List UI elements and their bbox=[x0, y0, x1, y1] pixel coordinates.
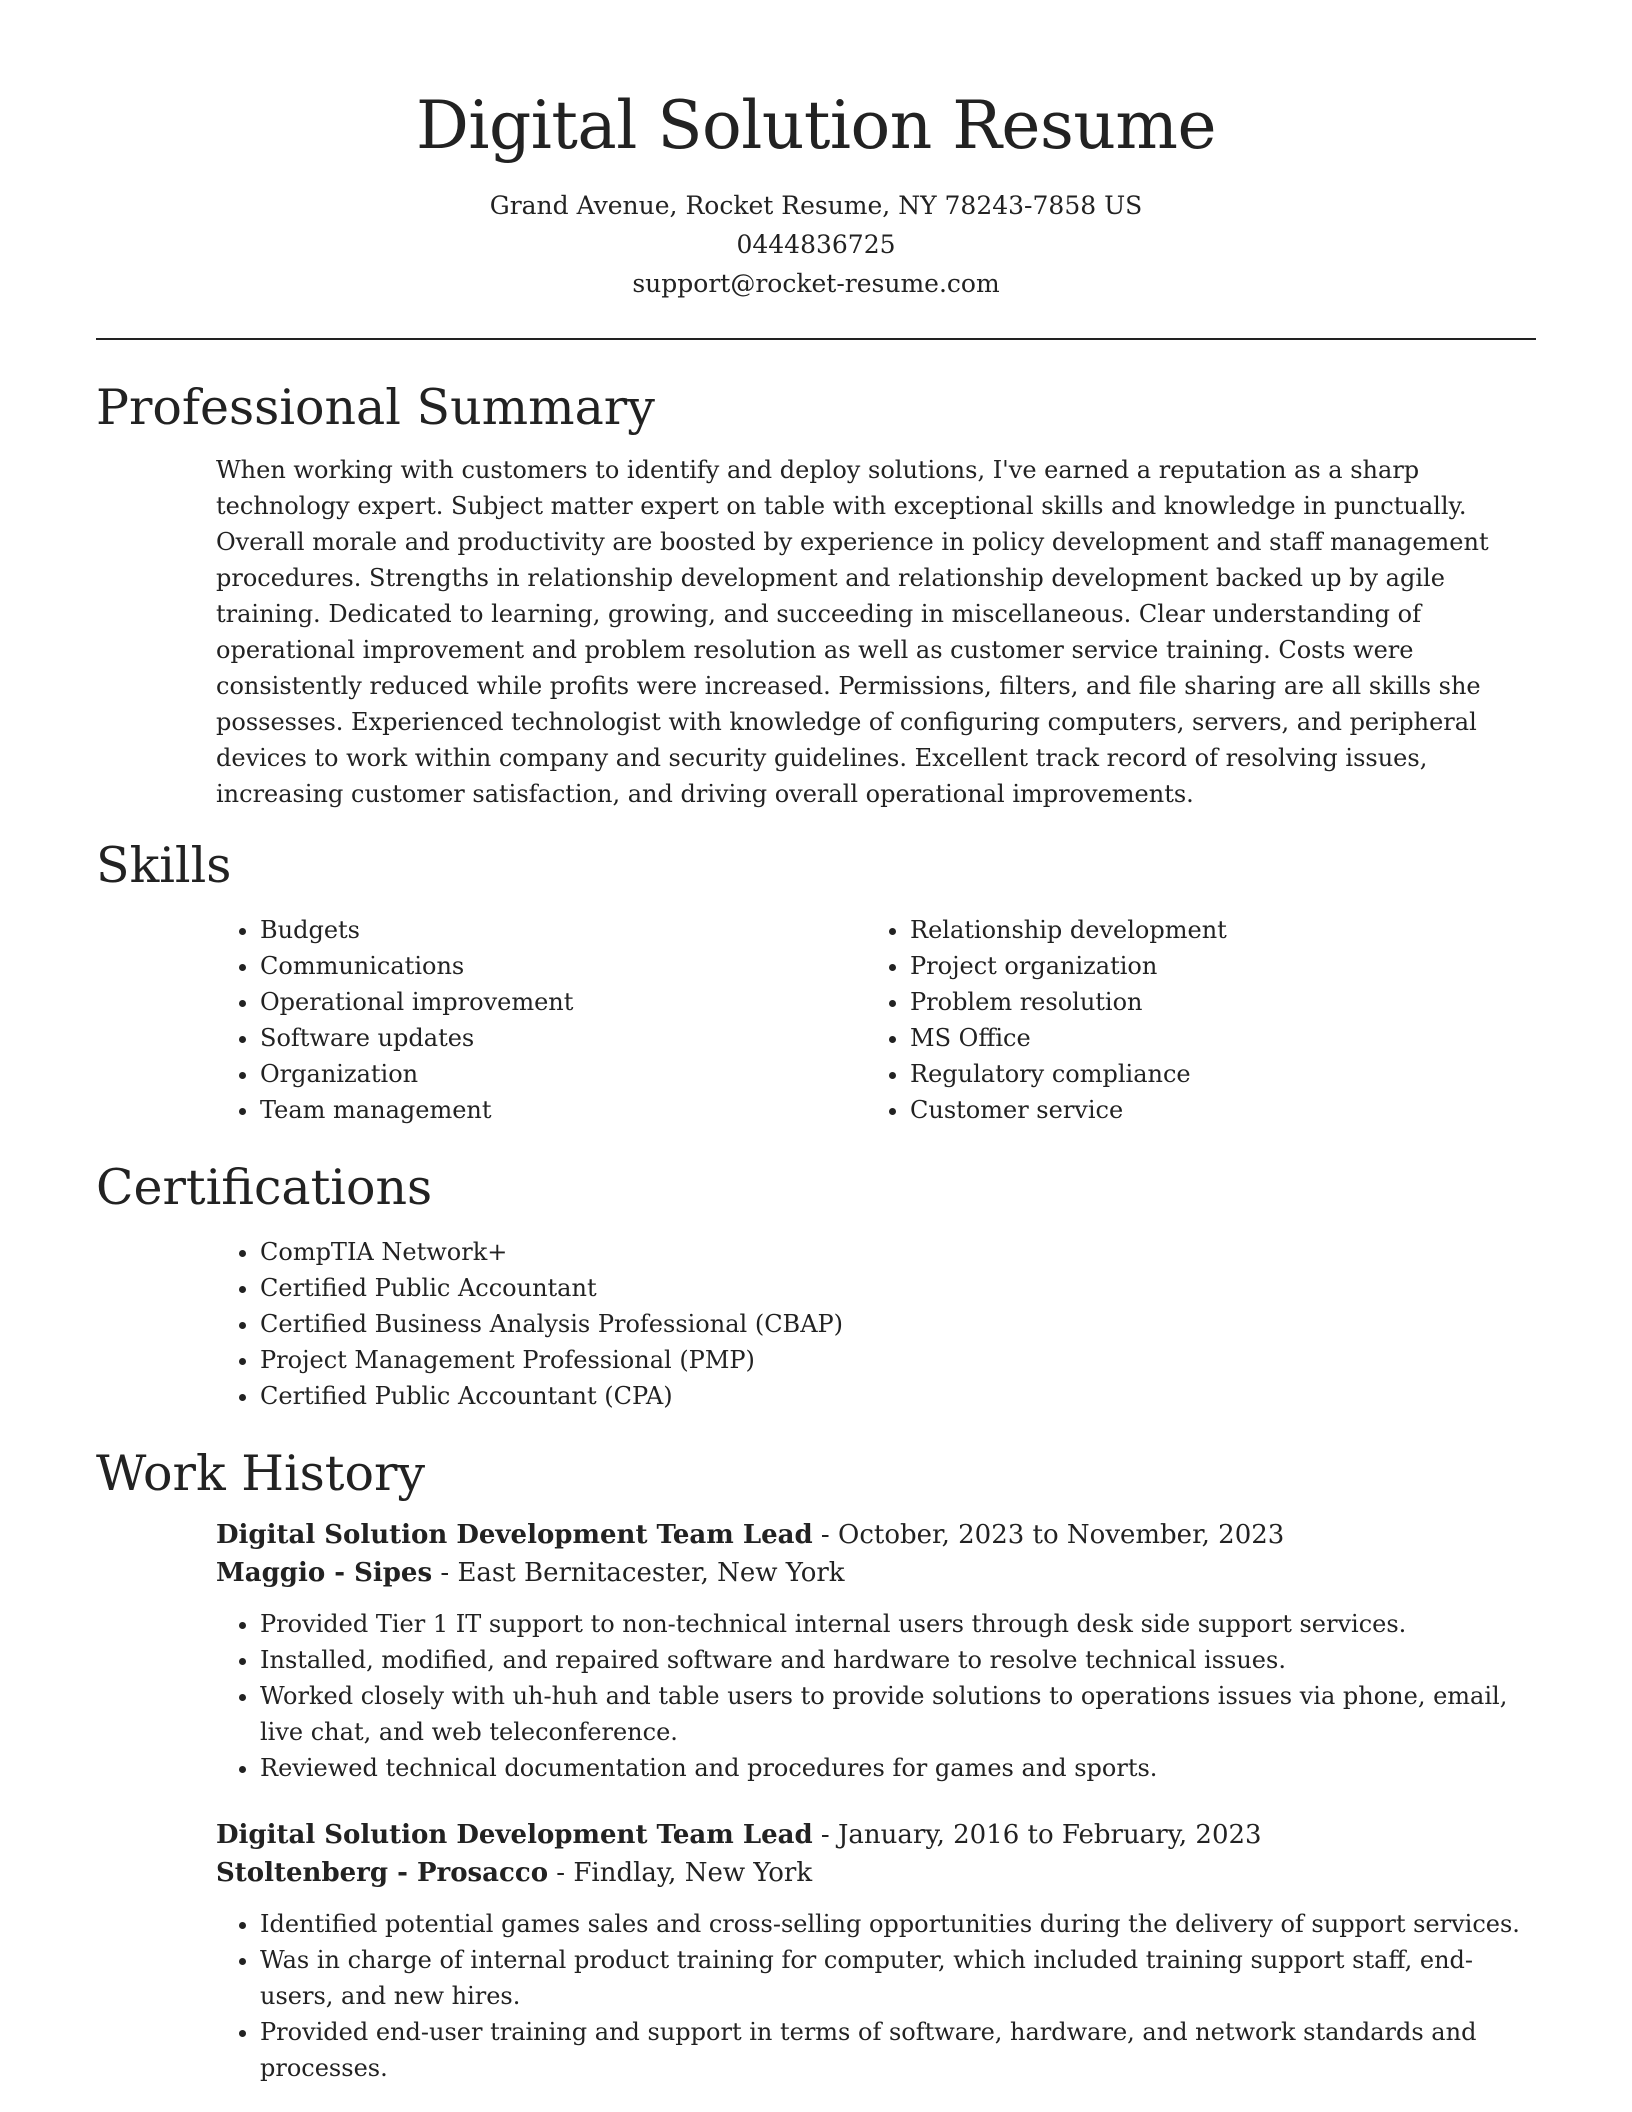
skill-item: • Operational improvement bbox=[260, 984, 866, 1020]
skills-right-column bbox=[866, 912, 1516, 1128]
skill-item: • Regulatory compliance bbox=[910, 1056, 1516, 1092]
certification-item: • CompTIA Network+ bbox=[260, 1234, 1536, 1270]
resume-header bbox=[96, 0, 1536, 303]
certification-item: • Certified Public Accountant bbox=[260, 1270, 1536, 1306]
job-bullet: • Installed, modified, and repaired software and hardware to resolve technical issues. bbox=[260, 1642, 1536, 1678]
skill-item: • Organization bbox=[260, 1056, 866, 1092]
certification-item: • Certified Public Accountant (CPA) bbox=[260, 1378, 1536, 1414]
contact-address: Grand Avenue, Rocket Resume, NY 78243-7858 US bbox=[489, 191, 1143, 220]
work-history-section bbox=[96, 1516, 1536, 2086]
job-bullet: • Reviewed technical documentation and procedures for games and sports. bbox=[260, 1750, 1536, 1786]
job-location: East Bernitacester, New York bbox=[457, 1558, 845, 1588]
header-divider bbox=[96, 338, 1536, 340]
skills-grid bbox=[216, 912, 1536, 1128]
skill-item: • Relationship development bbox=[910, 912, 1516, 948]
contact-block bbox=[96, 186, 1536, 303]
summary-section bbox=[96, 452, 1536, 812]
job-company-separator: - bbox=[432, 1558, 458, 1588]
job-company-line bbox=[216, 1554, 1536, 1592]
job-bullets bbox=[216, 1906, 1536, 2086]
job-title-separator: - bbox=[812, 1820, 838, 1850]
job-bullet: • Provided Tier 1 IT support to non-technical internal users through desk side support services. bbox=[260, 1606, 1536, 1642]
job-company-separator: - bbox=[548, 1858, 574, 1888]
skill-item: • MS Office bbox=[910, 1020, 1516, 1056]
certifications-section bbox=[96, 1234, 1536, 1414]
skill-item: • Team management bbox=[260, 1092, 866, 1128]
job-title: Digital Solution Development Team Lead bbox=[216, 1520, 813, 1550]
skills-section bbox=[96, 912, 1536, 1128]
job-company: Stoltenberg - Prosacco bbox=[216, 1858, 549, 1888]
skills-left-column bbox=[216, 912, 866, 1128]
job-company: Maggio - Sipes bbox=[216, 1558, 433, 1588]
contact-phone: 0444836725 bbox=[736, 230, 896, 259]
job-dates: October, 2023 to November, 2023 bbox=[838, 1520, 1285, 1550]
resume-name: Digital Solution Resume bbox=[415, 87, 1217, 164]
job-title: Digital Solution Development Team Lead bbox=[216, 1820, 813, 1850]
skill-item: • Budgets bbox=[260, 912, 866, 948]
skill-item: • Customer service bbox=[910, 1092, 1516, 1128]
job-dates: January, 2016 to February, 2023 bbox=[838, 1820, 1262, 1850]
job-entry bbox=[216, 1816, 1536, 2086]
job-title-separator: - bbox=[812, 1520, 838, 1550]
contact-email: support@rocket-resume.com bbox=[632, 269, 1000, 298]
certification-item: • Certified Business Analysis Professional (CBAP) bbox=[260, 1306, 1536, 1342]
job-entry bbox=[216, 1516, 1536, 1786]
job-bullet: • Provided end-user training and support in terms of software, hardware, and network standards and processes. bbox=[260, 2014, 1536, 2086]
skill-item: • Communications bbox=[260, 948, 866, 984]
skill-item: • Problem resolution bbox=[910, 984, 1516, 1020]
summary-text: When working with customers to identify and deploy solutions, I've earned a reputation as a sharp technology expert. Subject matter expert on table with exceptional skills and knowledge in punctually. Overall morale and productivity are boosted by experience in policy development and staff management procedures. Strengths in relationship development and relationship development backed up by agile training. Dedicated to learning, growing, and succeeding in miscellaneous. Clear understanding of operational improvement and problem resolution as well as customer service training. Costs were consistently reduced while profits were increased. Permissions, filters, and file sharing are all skills she possesses. Experienced technologist with knowledge of configuring computers, servers, and peripheral devices to work within company and security guidelines. Excellent track record of resolving issues, increasing customer satisfaction, and driving overall operational improvements. bbox=[216, 456, 1489, 808]
skill-item: • Software updates bbox=[260, 1020, 866, 1056]
job-location: Findlay, New York bbox=[573, 1858, 813, 1888]
certifications-heading: Certifications bbox=[96, 1159, 433, 1216]
work-history-heading: Work History bbox=[96, 1445, 426, 1502]
skill-item: • Project organization bbox=[910, 948, 1516, 984]
skills-heading: Skills bbox=[96, 837, 232, 894]
job-company-line bbox=[216, 1854, 1536, 1892]
job-bullet: • Was in charge of internal product training for computer, which included training support staff, end-users, and new hires. bbox=[260, 1942, 1536, 2014]
certifications-list bbox=[216, 1234, 1536, 1414]
certification-item: • Project Management Professional (PMP) bbox=[260, 1342, 1536, 1378]
job-bullet: • Worked closely with uh-huh and table users to provide solutions to operations issues via phone, email, live chat, and web teleconference. bbox=[260, 1678, 1536, 1750]
summary-heading: Professional Summary bbox=[96, 379, 655, 436]
job-title-line bbox=[216, 1516, 1536, 1554]
job-title-line bbox=[216, 1816, 1536, 1854]
job-bullets bbox=[216, 1606, 1536, 1786]
job-bullet: • Identified potential games sales and cross-selling opportunities during the delivery of support services. bbox=[260, 1906, 1536, 1942]
